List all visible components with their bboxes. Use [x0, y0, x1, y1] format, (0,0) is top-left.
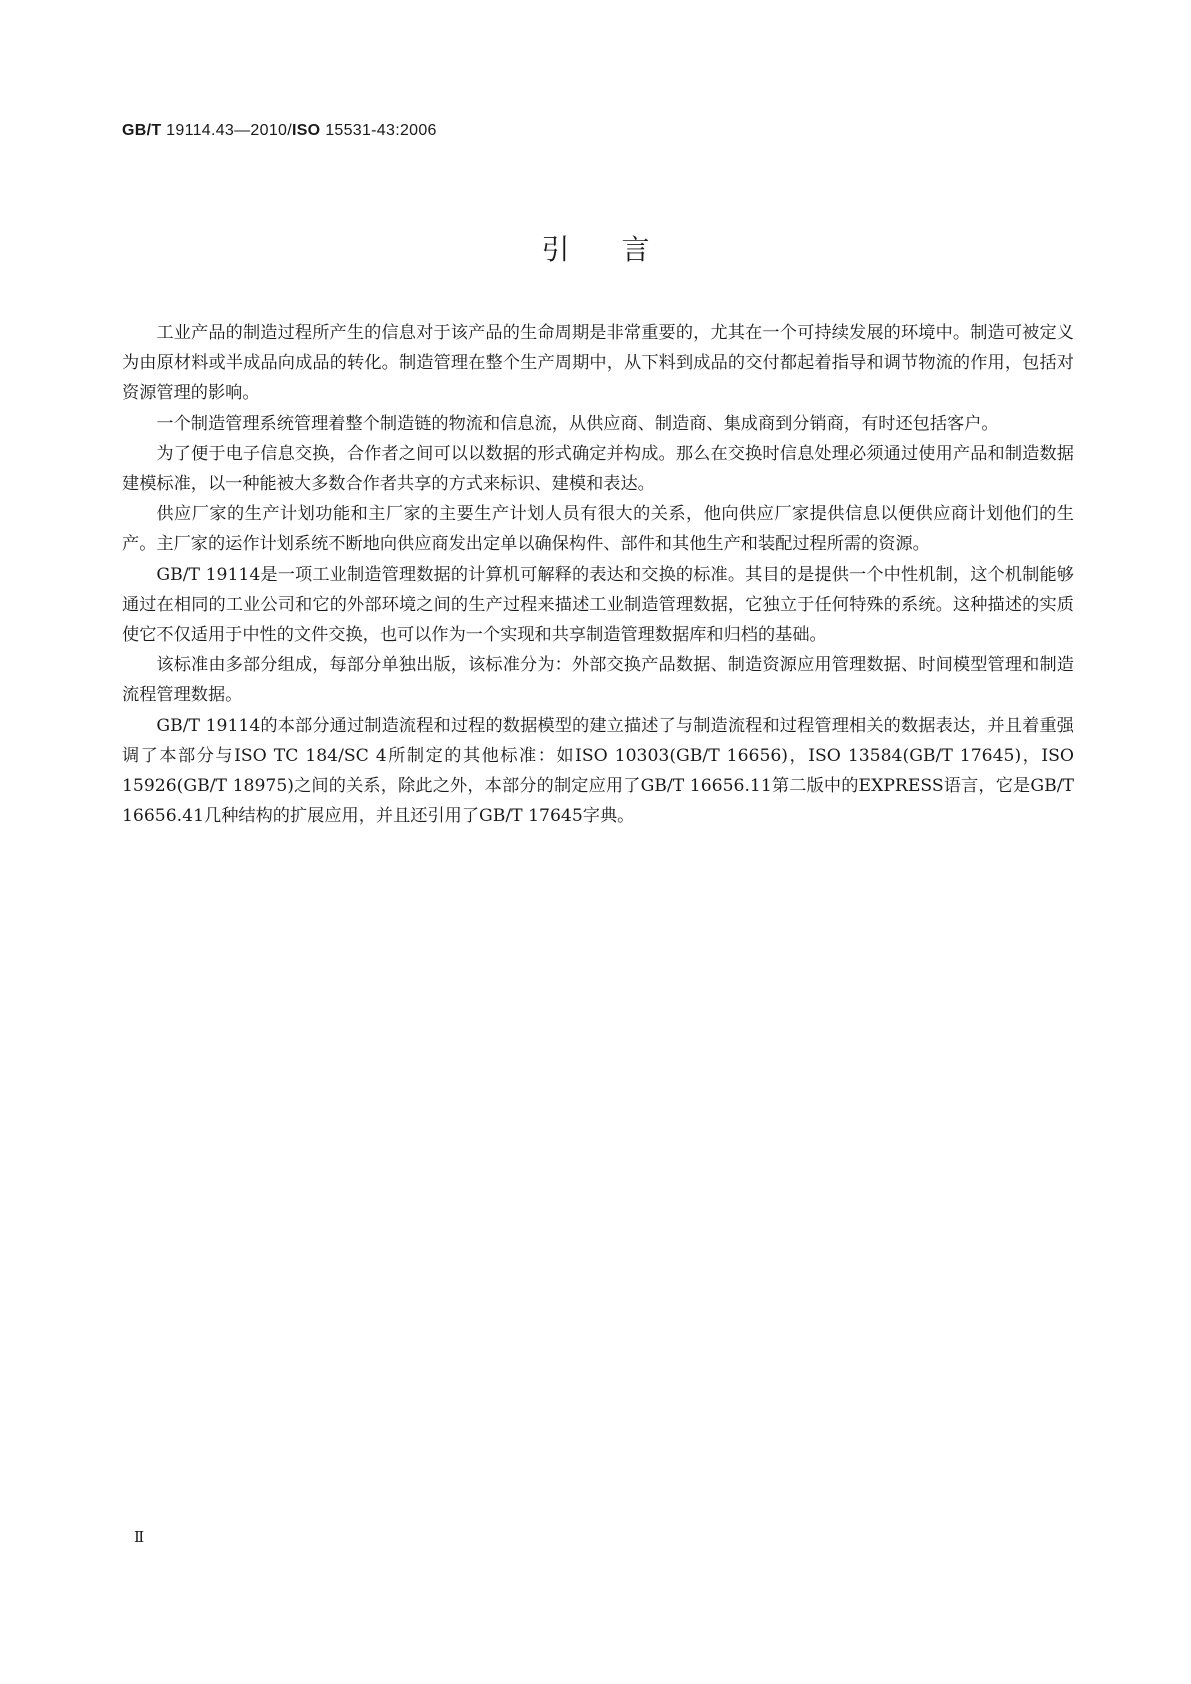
standard-header: [122, 122, 437, 140]
body-text: [122, 318, 1074, 831]
section-title: 引言: [541, 233, 702, 266]
paragraph: 供应厂家的生产计划功能和主厂家的主要生产计划人员有很大的关系，他向供应厂家提供信息以便供应商计划他们的生产。主厂家的运作计划系统不断地向供应商发出定单以确保构件、部件和其他生产和装配过程所需的资源。: [122, 504, 1074, 555]
paragraph: 一个制造管理系统管理着整个制造链的物流和信息流，从供应商、制造商、集成商到分销商，有时还包括客户。: [156, 413, 999, 434]
paragraph: GB/T 19114是一项工业制造管理数据的计算机可解释的表达和交换的标准。其目的是提供一个中性机制，这个机制能够通过在相同的工业公司和它的外部环境之间的生产过程来描述工业制造管理数据，它独立于任何特殊的系统。这种描述的实质使它不仅适用于中性的文件交换，也可以作为一个实现和共享制造管理数据库和归档的基础。: [122, 564, 1074, 646]
iso-number: 15531-43:2006: [325, 122, 437, 139]
standard-number: 19114.43—2010/: [166, 122, 292, 139]
paragraph: GB/T 19114的本部分通过制造流程和过程的数据模型的建立描述了与制造流程和过程管理相关的数据表达，并且着重强调了本部分与ISO TC 184/SC 4所制定的其他标准：如ISO 10303(GB/T 16656)，ISO 13584(GB/T 17645)，ISO 15926(GB/T 18975)之间的关系，除此之外，本部分的制定应用了GB/T 16656.11第二版中的EXPRESS语言，它是GB/T 16656.41几种结构的扩展应用，并且还引用了GB/T 17645字典。: [122, 715, 1074, 827]
standard-prefix: GB/T: [122, 122, 162, 139]
paragraph: 该标准由多部分组成，每部分单独出版，该标准分为：外部交换产品数据、制造资源应用管理数据、时间模型管理和制造流程管理数据。: [122, 655, 1074, 706]
iso-prefix: ISO: [291, 122, 321, 139]
paragraph: 为了便于电子信息交换，合作者之间可以以数据的形式确定并构成。那么在交换时信息处理必须通过使用产品和制造数据建模标准，以一种能被大多数合作者共享的方式来标识、建模和表达。: [122, 443, 1074, 495]
paragraph: 工业产品的制造过程所产生的信息对于该产品的生命周期是非常重要的，尤其在一个可持续发展的环境中。制造可被定义为由原材料或半成品向成品的转化。制造管理在整个生产周期中，从下料到成品的交付都起着指导和调节物流的作用，包括对资源管理的影响。: [122, 323, 1074, 404]
page-number: Ⅱ: [134, 1528, 145, 1546]
